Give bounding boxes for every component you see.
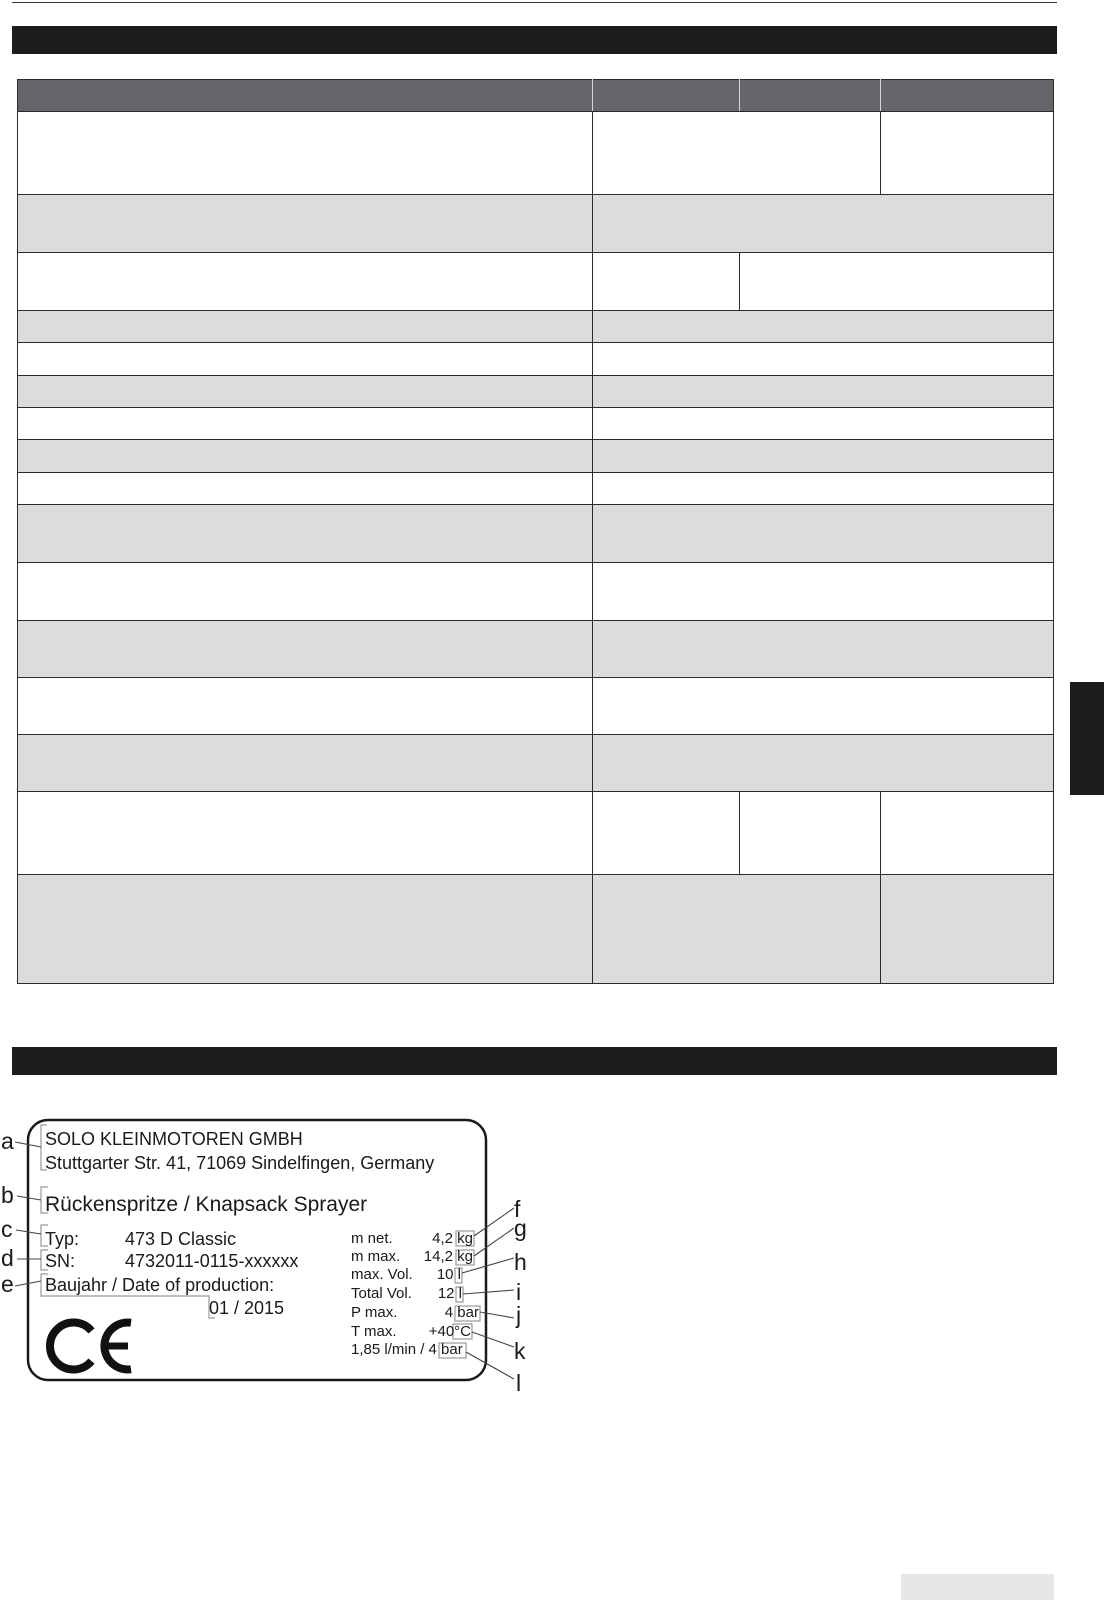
callout-label-e: e [1,1271,14,1297]
spec-label: T max. [351,1323,397,1340]
nameplate-address: Stuttgarter Str. 41, 71069 Sindelfingen, Germany [45,1153,435,1173]
chapter-side-tab [1070,682,1104,795]
table-cell [881,112,1054,195]
table-row [18,875,1054,984]
table-cell [18,311,593,343]
spec-value: 4 bar [444,1304,479,1321]
table-row [18,792,1054,875]
spec-flow-rate: 1,85 l/min / 4 bar [351,1341,463,1358]
table-header-cell [881,80,1054,112]
spec-label: Total Vol. [351,1285,412,1302]
nameplate-serial-label: SN: [45,1251,76,1271]
table-cell [593,253,740,311]
table-cell [18,112,593,195]
callout-label-b: b [1,1182,14,1208]
table-cell [18,735,593,792]
top-rule [12,2,1057,3]
section-header-bar-nameplate [12,1047,1057,1075]
table-header-row [18,80,1054,112]
table-row [18,253,1054,311]
table-cell [593,376,1054,408]
table-cell [18,678,593,735]
nameplate-date-value: 01 / 2015 [209,1298,285,1318]
spec-label: m net. [351,1230,393,1247]
table-cell [18,621,593,678]
table-row [18,621,1054,678]
table-row [18,505,1054,563]
callout-label-j: j [516,1302,522,1328]
nameplate-product: Rückenspritze / Knapsack Sprayer [45,1193,368,1216]
nameplate-type-value: 473 D Classic [125,1229,237,1249]
table-row [18,376,1054,408]
nameplate-figure [0,1100,540,1400]
table-cell [18,376,593,408]
table-row [18,735,1054,792]
callout-label-g: g [514,1215,527,1241]
table-cell [18,195,593,253]
table-cell [593,473,1054,505]
table-cell [881,792,1054,875]
spec-value: 14,2 kg [423,1248,473,1265]
table-row [18,408,1054,440]
callout-label-i: i [516,1279,522,1305]
table-cell [18,473,593,505]
table-cell [593,735,1054,792]
callout-label-k: k [514,1338,526,1364]
spec-label: m max. [351,1248,401,1265]
callout-label-c: c [1,1216,13,1242]
table-cell [18,408,593,440]
spec-value: +40°C [428,1323,471,1340]
table-cell [593,792,740,875]
table-cell [18,440,593,473]
table-header-cell [593,80,740,112]
table-cell [593,408,1054,440]
table-row [18,678,1054,735]
table-cell [593,440,1054,473]
callout-label-h: h [514,1249,527,1275]
nameplate-type-label: Typ: [45,1229,80,1249]
spec-value: 4,2 kg [432,1230,473,1247]
spec-value: 10 l [436,1266,461,1283]
table-cell [593,678,1054,735]
table-cell [593,195,1054,253]
table-cell [593,875,881,984]
technical-data-table [17,79,1054,984]
table-cell [18,343,593,376]
spec-label: P max. [351,1304,398,1321]
table-row [18,440,1054,473]
table-cell [593,343,1054,376]
callout-label-a: a [1,1128,14,1154]
table-cell [740,253,1054,311]
callout-label-d: d [1,1245,14,1271]
table-row [18,112,1054,195]
table-header-cell [740,80,881,112]
page-number-box [901,1574,1054,1600]
table-cell [593,112,881,195]
table-cell [18,563,593,621]
table-cell [593,505,1054,563]
table-cell [740,792,881,875]
nameplate-serial-value: 4732011-0115-xxxxxx [125,1251,299,1271]
nameplate-manufacturer: SOLO KLEINMOTOREN GMBH [45,1129,303,1149]
ce-mark-icon [50,1323,131,1370]
table-cell [593,311,1054,343]
table-cell [18,253,593,311]
table-header-cell [18,80,593,112]
callout-label-l: l [516,1370,522,1396]
table-cell [18,505,593,563]
spec-value: 12 l [437,1285,462,1302]
table-cell [18,792,593,875]
table-cell [881,875,1054,984]
nameplate-date-label: Baujahr / Date of production: [45,1275,275,1295]
section-header-bar-technical-data [12,26,1057,54]
table-cell [593,621,1054,678]
table-cell [593,563,1054,621]
table-row [18,563,1054,621]
spec-label: max. Vol. [351,1266,413,1283]
table-row [18,473,1054,505]
table-row [18,195,1054,253]
table-row [18,311,1054,343]
table-row [18,343,1054,376]
callout-label-f: f [514,1196,521,1222]
table-cell [18,875,593,984]
